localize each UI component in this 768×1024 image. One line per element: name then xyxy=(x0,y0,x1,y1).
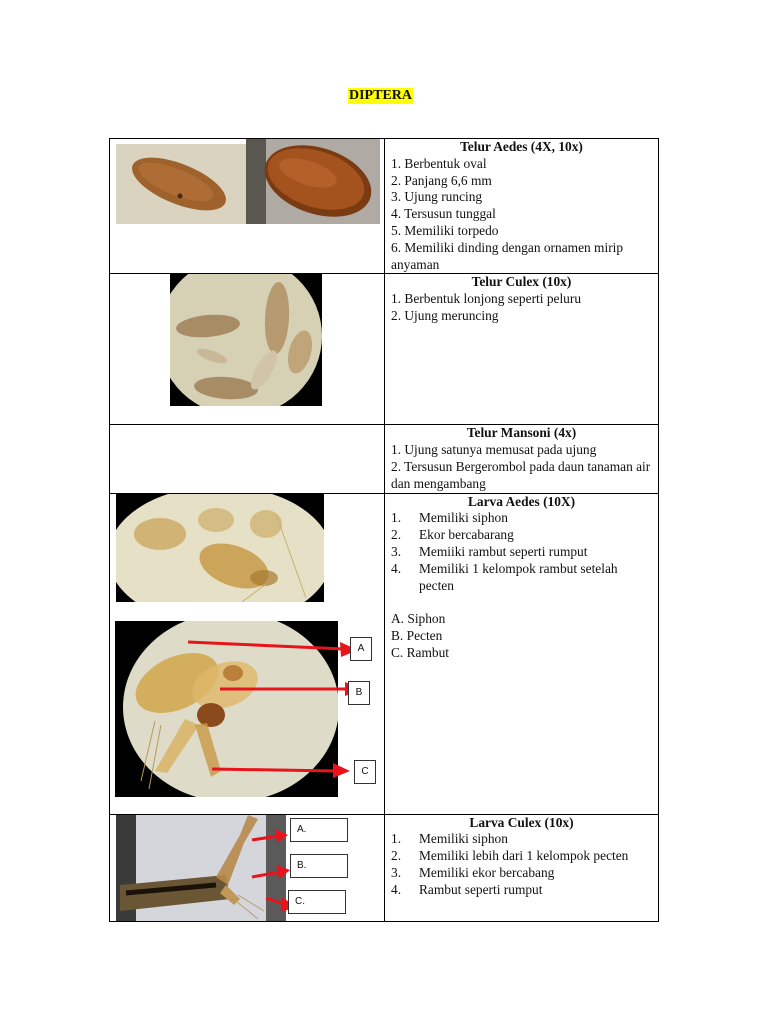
label-box-c: C. xyxy=(288,890,346,914)
row-title: Telur Mansoni (4x) xyxy=(466,425,577,441)
image-cell xyxy=(110,425,385,493)
arrow-c xyxy=(210,762,352,778)
list-item: 1. Berbentuk lonjong seperti peluru xyxy=(391,291,582,307)
list-item: 2. Memiliki lebih dari 1 kelompok pecten xyxy=(391,848,629,864)
list-item: 1. Memiliki siphon xyxy=(391,831,508,847)
legend-item: A. Siphon xyxy=(391,611,446,627)
page-title: DIPTERA xyxy=(349,88,413,103)
image-cell xyxy=(110,493,385,814)
aedes-larva-photo-1 xyxy=(116,494,324,602)
text-cell xyxy=(385,814,659,921)
list-item: 2. Ujung meruncing xyxy=(391,307,499,323)
list-item: 1. Memiliki siphon xyxy=(391,510,508,526)
text-cell xyxy=(385,139,659,274)
aedes-egg-photo-2 xyxy=(246,139,380,224)
label-box-c: C xyxy=(354,760,376,784)
arrow-b xyxy=(218,681,364,697)
text-cell xyxy=(385,425,659,493)
text-cell xyxy=(385,274,659,425)
table-row xyxy=(110,493,659,814)
row-title: Telur Culex (10x) xyxy=(471,274,572,290)
list-item: 4. Tersusun tunggal xyxy=(391,206,496,222)
list-item: 1. Ujung satunya memusat pada ujung xyxy=(391,442,597,458)
legend-item: C. Rambut xyxy=(391,644,450,660)
table-row xyxy=(110,425,659,493)
list-item: 5. Memiliki torpedo xyxy=(391,222,499,238)
image-cell xyxy=(110,274,385,425)
list-item: 2. Panjang 6,6 mm xyxy=(391,172,492,188)
label-box-b: B xyxy=(348,681,370,705)
list-item: 4. Rambut seperti rumput xyxy=(391,881,543,897)
label-box-a: A. xyxy=(290,818,348,842)
row-title: Larva Aedes (10X) xyxy=(467,493,576,509)
list-item: 3. Ujung runcing xyxy=(391,189,483,205)
arrow-a xyxy=(186,639,360,661)
label-box-a: A xyxy=(350,637,372,661)
specimen-table xyxy=(109,138,659,922)
row-title: Telur Aedes (4X, 10x) xyxy=(460,139,583,154)
arrow-a xyxy=(250,828,290,846)
table-row xyxy=(110,814,659,921)
list-item: 3. Memiliki ekor bercabang xyxy=(391,864,555,880)
legend-item: B. Pecten xyxy=(391,628,443,644)
table-row xyxy=(110,139,659,274)
label-box-b: B. xyxy=(290,854,348,878)
list-item: 3. Memiiki rambut seperti rumput xyxy=(391,543,588,559)
row-title: Larva Culex (10x) xyxy=(469,814,574,830)
culex-egg-photo xyxy=(170,274,322,406)
aedes-egg-photo-1 xyxy=(116,144,246,224)
image-cell xyxy=(110,814,385,921)
list-item: 4. Memiliki 1 kelompok rambut setelah pecten xyxy=(391,560,618,593)
table-row xyxy=(110,274,659,425)
list-item: 1. Berbentuk oval xyxy=(391,155,487,171)
list-item: 2. Ekor bercabarang xyxy=(391,527,514,543)
arrow-b xyxy=(250,863,292,881)
list-item: 6. Memiliki dinding dengan ornamen mirip anyaman xyxy=(391,239,624,272)
image-cell xyxy=(110,139,385,274)
list-item: 2. Tersusun Bergerombol pada daun tanaman air dan mengambang xyxy=(391,458,651,491)
text-cell xyxy=(385,493,659,814)
